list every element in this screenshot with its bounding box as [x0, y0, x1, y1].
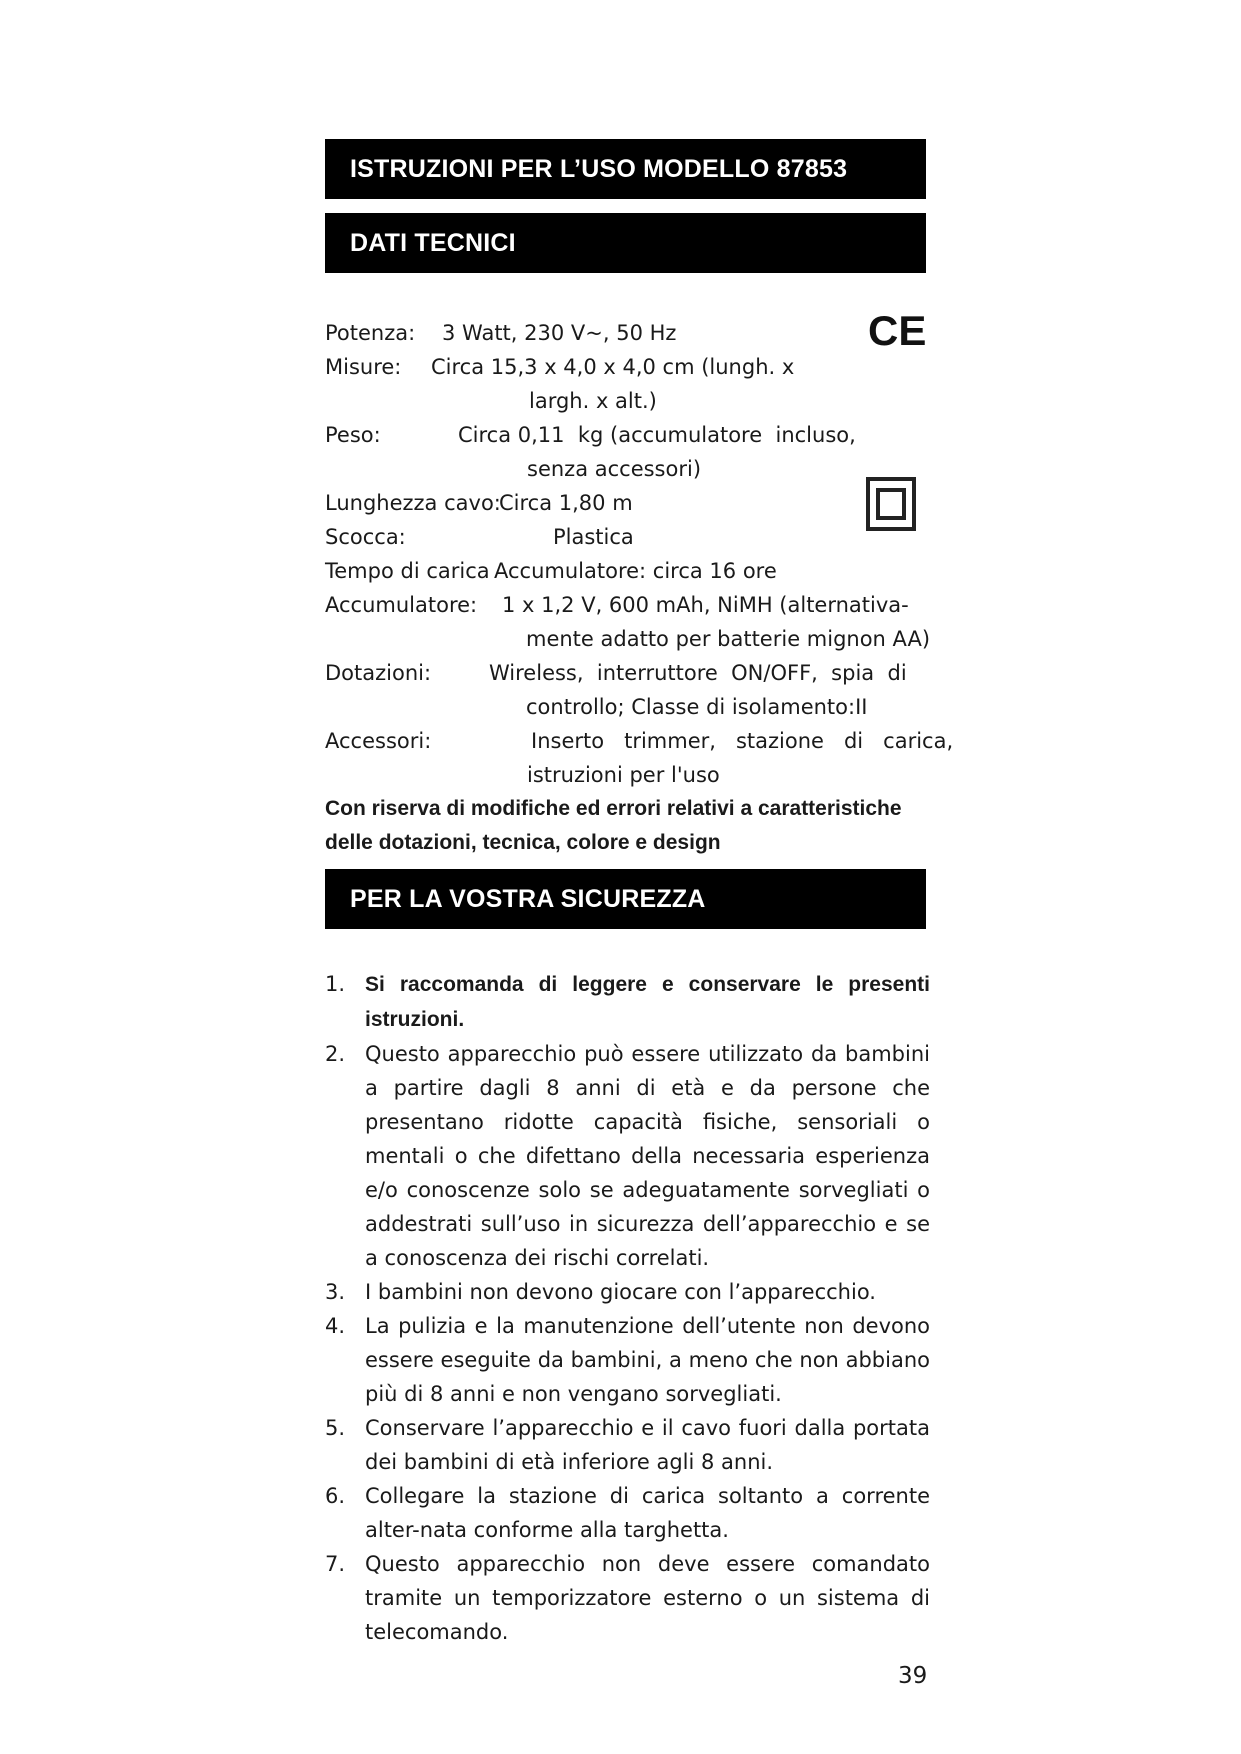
list-text: Questo apparecchio non deve essere comandato tramite un temporizzatore esterno o un sistema di telecomando. — [365, 1552, 930, 1644]
list-text: La pulizia e la manutenzione dell’utente non devono essere eseguite da bambini, a meno che non abbiano più di 8 anni e non vengano sorvegliati. — [365, 1314, 930, 1406]
list-item — [325, 1037, 930, 1275]
list-text: Questo apparecchio può essere utilizzato da bambini a partire dagli 8 anni di età e da persone che presentano ridotte capacità fisiche, sensoriali o mentali o che difettano della necessaria esperienza e/o conoscenze solo se adeguatamente sorvegliati o addestrati sull’uso in sicurezza dell’apparecchio e se a conoscenza dei rischi correlati. — [365, 1042, 930, 1270]
list-item — [325, 1547, 930, 1649]
spec-label: Scocca: — [325, 525, 406, 549]
spec-label: Misure: — [325, 355, 402, 379]
spec-value: 1 x 1,2 V, 600 mAh, NiMH (alternativa- — [502, 593, 909, 617]
list-number: 4. — [325, 1314, 346, 1338]
spec-label: Peso: — [325, 423, 381, 447]
spec-value: Circa 1,80 m — [499, 491, 633, 515]
spec-label: Potenza: — [325, 321, 416, 345]
spec-value-cont: istruzioni per l'uso — [527, 763, 720, 787]
list-text: Conservare l’apparecchio e il cavo fuori dalla portata dei bambini di età inferiore agli 8 anni. — [365, 1416, 930, 1474]
safety-title-bar — [325, 869, 926, 929]
spec-value-cont: largh. x alt.) — [529, 389, 657, 413]
specs-title: DATI TECNICI — [350, 228, 516, 257]
list-number: 5. — [325, 1416, 346, 1440]
specs-title-bar — [325, 213, 926, 273]
reservation-note: Con riserva di modifiche ed errori relativi a caratteristiche delle dotazioni, tecnica, colore e design — [325, 797, 902, 854]
list-item — [325, 1411, 930, 1479]
spec-label: Tempo di carica — [325, 559, 490, 583]
safety-title: PER LA VOSTRA SICUREZZA — [350, 884, 706, 913]
list-text: I bambini non devono giocare con l’apparecchio. — [365, 1280, 876, 1304]
safety-list — [325, 967, 930, 1649]
spec-value-cont: controllo; Classe di isolamento:II — [526, 695, 868, 719]
list-item — [325, 1479, 930, 1547]
spec-value: 3 Watt, 230 V~, 50 Hz — [442, 321, 677, 345]
spec-value: Circa 15,3 x 4,0 x 4,0 cm (lungh. x — [431, 355, 795, 379]
spec-value: Plastica — [553, 525, 634, 549]
spec-label: Accessori: — [325, 729, 432, 753]
model-title-bar — [325, 139, 926, 199]
list-number: 1. — [325, 972, 346, 996]
list-number: 6. — [325, 1484, 346, 1508]
spec-value: Inserto trimmer, stazione di carica, — [531, 729, 954, 753]
list-number: 2. — [325, 1042, 346, 1066]
page-number: 39 — [898, 1663, 928, 1689]
spec-value: Accumulatore: circa 16 ore — [494, 559, 777, 583]
spec-label: Accumulatore: — [325, 593, 478, 617]
model-title: ISTRUZIONI PER L’USO MODELLO 87853 — [350, 154, 848, 183]
spec-value: Circa 0,11 kg (accumulatore incluso, — [458, 423, 856, 447]
list-text: Si raccomanda di leggere e conservare le presenti istruzioni. — [365, 973, 930, 1031]
spec-value-cont: mente adatto per batterie mignon AA) — [526, 627, 931, 651]
spec-label: Dotazioni: — [325, 661, 432, 685]
list-item — [325, 1309, 930, 1411]
class-ii-insulation-icon — [866, 477, 916, 531]
list-number: 3. — [325, 1280, 346, 1304]
spec-label: Lunghezza cavo: — [325, 491, 501, 515]
ce-mark-icon — [868, 310, 926, 350]
list-number: 7. — [325, 1552, 346, 1576]
list-item — [325, 967, 930, 1037]
spec-value-cont: senza accessori) — [527, 457, 702, 481]
list-item — [325, 1275, 930, 1309]
spec-value: Wireless, interruttore ON/OFF, spia di — [489, 661, 907, 685]
list-text: Collegare la stazione di carica soltanto a corrente alter-nata conforme alla targhetta. — [365, 1484, 930, 1542]
ce-mark-text: CE — [868, 310, 926, 350]
